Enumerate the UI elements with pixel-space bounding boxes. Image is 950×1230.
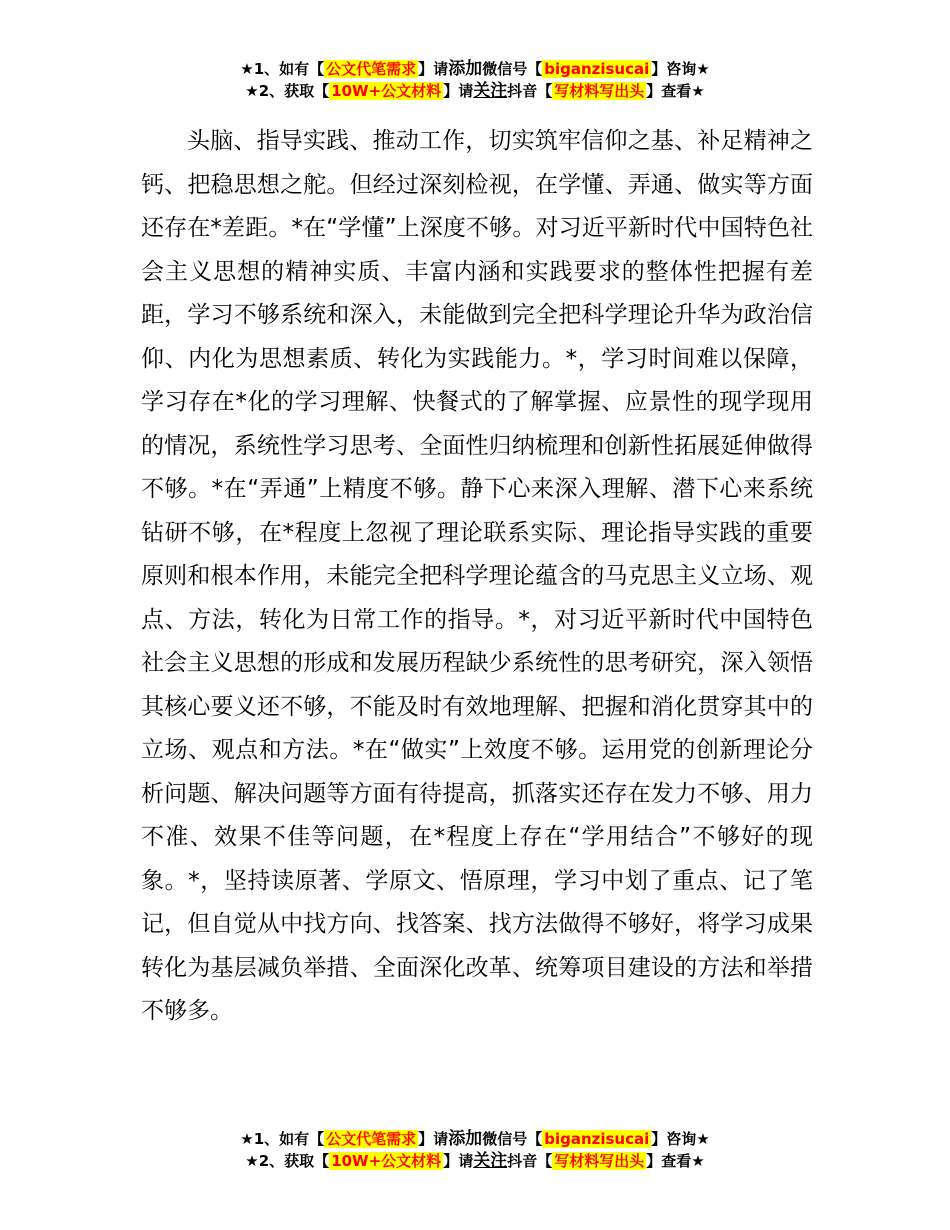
banner-line1-suffix: 】咨询★ <box>651 60 710 78</box>
footer-banner-line-2 <box>0 1150 950 1172</box>
banner-line2-prefix: ★2、获取【 <box>245 82 330 100</box>
banner-line1-highlight-wechat: biganzisucai <box>544 60 650 78</box>
footer-line2-highlight-materials: 10W+公文材料 <box>331 1152 442 1170</box>
footer-line1-mid: 】请 <box>418 1130 449 1148</box>
banner-line1-highlight-service: 公文代笔需求 <box>326 60 417 78</box>
footer-line1-prefix: ★1、如有【 <box>240 1130 325 1148</box>
body-paragraph: 头脑、指导实践、推动工作，切实筑牢信仰之基、补足精神之钙、把稳思想之舵。但经过深刻检视，在学懂、弄通、做实等方面还存在*差距。*在“学懂”上深度不够。对习近平新时代中国特色社会主义思想的精神实质、丰富内涵和实践要求的整体性把握有差距，学习不够系统和深入，未能做到完全把科学理论升华为政治信仰、内化为思想素质、转化为实践能力。*，学习时间难以保障，学习存在*化的学习理解、快餐式的了解掌握、应景性的现学现用的情况，系统性学习思考、全面性归纳梳理和创新性拓展延伸做得不够。*在“弄通”上精度不够。静下心来深入理解、潜下心来系统钻研不够，在*程度上忽视了理论联系实际、理论指导实践的重要原则和根本作用，未能完全把科学理论蕴含的马克思主义立场、观点、方法，转化为日常工作的指导。*，对习近平新时代中国特色社会主义思想的形成和发展历程缺少系统性的思考研究，深入领悟其核心要义还不够，不能及时有效地理解、把握和消化贯穿其中的立场、观点和方法。*在“做实”上效度不够。运用党的创新理论分析问题、解决问题等方面有待提高，抓落实还存在发力不够、用力不准、效果不佳等问题，在*程度上存在“学用结合”不够好的现象。*，坚持读原著、学原文、悟原理，学习中划了重点、记了笔记，但自觉从中找方向、找答案、找方法做得不够好，将学习成果转化为基层减负举措、全面深化改革、统筹项目建设的方法和举措不够多。 <box>141 128 813 1024</box>
banner-line2-mid2: 抖音【 <box>507 82 553 100</box>
footer-line2-highlight-douyin: 写材料写出头 <box>554 1152 645 1170</box>
footer-line2-suffix: 】查看★ <box>646 1152 705 1170</box>
footer-line1-mid2: 微信号【 <box>482 1130 543 1148</box>
document-body <box>141 120 813 1034</box>
banner-line2-suffix: 】查看★ <box>646 82 705 100</box>
footer-line2-mid2: 抖音【 <box>507 1152 553 1170</box>
footer-banner-line-1 <box>0 1128 950 1150</box>
banner-line1-prefix: ★1、如有【 <box>240 60 325 78</box>
banner-line1-add-word: 添加 <box>448 59 483 79</box>
footer-banner <box>0 1128 950 1172</box>
footer-line1-highlight-wechat: biganzisucai <box>544 1130 650 1148</box>
banner-line1-mid2: 微信号【 <box>482 60 543 78</box>
footer-line1-add-word: 添加 <box>448 1129 483 1149</box>
footer-line2-follow-word: 关注 <box>473 1151 508 1171</box>
footer-line2-mid: 】请 <box>443 1152 474 1170</box>
footer-line1-suffix: 】咨询★ <box>651 1130 710 1148</box>
banner-line2-highlight-douyin: 写材料写出头 <box>554 82 645 100</box>
footer-line1-highlight-service: 公文代笔需求 <box>326 1130 417 1148</box>
banner-line2-mid: 】请 <box>443 82 474 100</box>
header-banner <box>0 58 950 102</box>
banner-line-2 <box>0 80 950 102</box>
banner-line2-follow-word: 关注 <box>473 81 508 101</box>
footer-line2-prefix: ★2、获取【 <box>245 1152 330 1170</box>
banner-line-1 <box>0 58 950 80</box>
banner-line1-mid: 】请 <box>418 60 449 78</box>
banner-line2-highlight-materials: 10W+公文材料 <box>331 82 442 100</box>
